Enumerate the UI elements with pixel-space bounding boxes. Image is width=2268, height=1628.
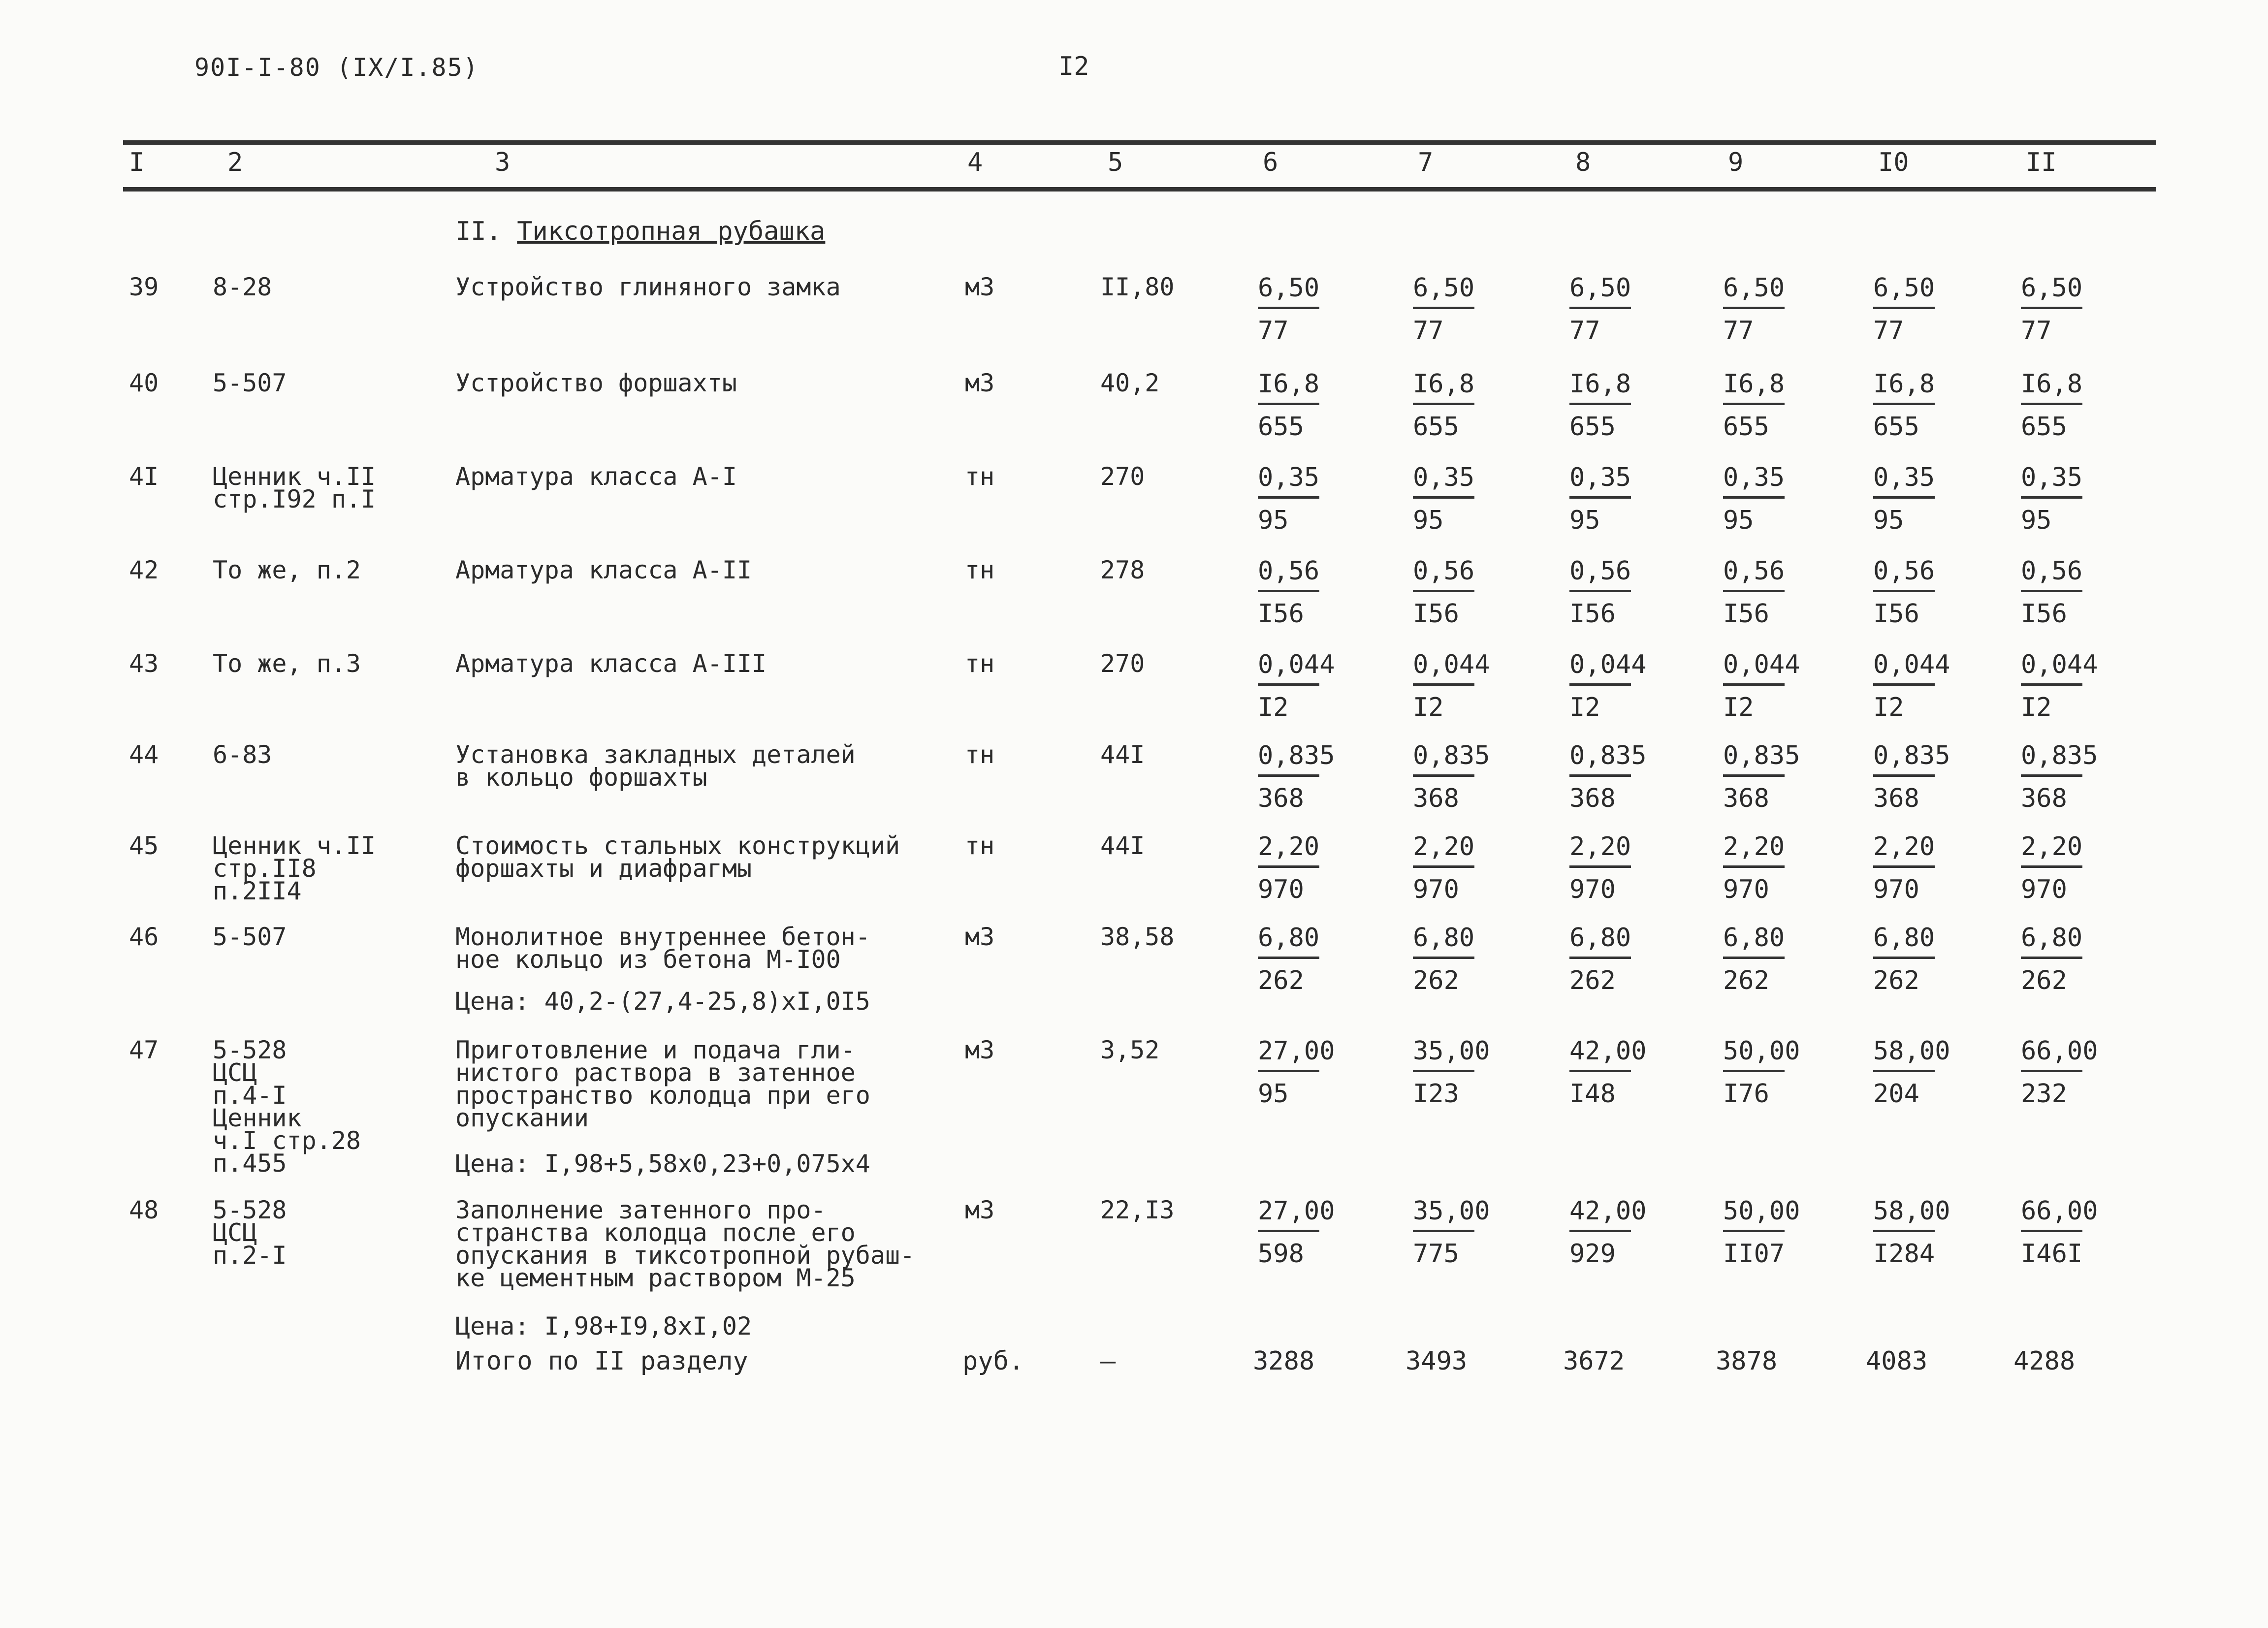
row-value-denominator: 368 [1258,784,1304,813]
row-value-numerator: 66,00 [2021,1036,2082,1072]
row-number: 4I [129,462,159,491]
row-value-fraction [1873,832,1947,904]
row-value-fraction [1413,273,1487,346]
row-value-fraction [1873,1196,1950,1269]
table-top-rule [123,140,2156,145]
row-value-fraction [1413,556,1487,629]
row-value-numerator: 0,56 [1413,556,1474,592]
row-quantity: 38,58 [1100,923,1175,951]
row-value-numerator: 2,20 [1413,832,1474,868]
row-value-denominator: I23 [1413,1079,1459,1109]
row-value-numerator: 0,35 [1873,463,1935,499]
row-number: 45 [129,831,159,860]
row-value-fraction [1723,556,1797,629]
row-value-numerator: I6,8 [1413,369,1474,405]
row-value-denominator: 970 [1413,875,1459,904]
row-value-fraction [1413,923,1487,995]
row-value-numerator: 6,80 [1723,923,1785,959]
row-value-numerator: 27,00 [1258,1036,1319,1072]
row-value-numerator: I6,8 [2021,369,2082,405]
row-value-denominator: 262 [1873,966,1919,995]
column-header-4: 4 [967,148,983,177]
row-value-fraction [1413,741,1490,813]
row-value-numerator: 0,044 [1569,650,1631,686]
row-value-numerator: 0,35 [1569,463,1631,499]
column-header-2: 2 [227,148,243,177]
column-header-11: II [2026,148,2057,177]
totals-value: 3672 [1563,1346,1625,1376]
row-price-formula: Цена: I,98+5,58х0,23+0,075х4 [455,1149,870,1178]
totals-value: 4288 [2013,1346,2076,1376]
row-value-denominator: I76 [1723,1079,1769,1109]
row-number: 43 [129,649,159,678]
row-value-denominator: 368 [1569,784,1616,813]
row-value-fraction [1873,1036,1950,1109]
row-value-denominator: 655 [2021,412,2067,442]
row-value-fraction [2021,1036,2098,1109]
row-value-fraction [2021,923,2095,995]
row-value-numerator: 50,00 [1723,1036,1785,1072]
row-value-numerator: 2,20 [1873,832,1935,868]
row-value-fraction [1569,832,1643,904]
row-unit: тн [965,649,995,678]
totals-qty: – [1100,1346,1116,1376]
row-value-fraction [1413,1036,1490,1109]
row-value-denominator: 77 [1569,316,1600,346]
row-value-fraction [1873,556,1947,629]
row-value-denominator: 232 [2021,1079,2067,1109]
row-value-denominator: 262 [2021,966,2067,995]
row-value-fraction [1569,1196,1647,1269]
row-value-numerator: 0,56 [1723,556,1785,592]
row-value-numerator: 2,20 [2021,832,2082,868]
row-norm-code: 8-28 [213,273,272,301]
row-value-denominator: 655 [1413,412,1459,442]
row-value-denominator: 262 [1723,966,1769,995]
row-value-numerator: I6,8 [1258,369,1319,405]
row-number: 47 [129,1036,159,1064]
row-value-fraction [2021,832,2095,904]
row-value-fraction [1258,1036,1335,1109]
row-value-denominator: I2 [1413,693,1444,722]
row-value-numerator: 6,80 [1569,923,1631,959]
row-value-denominator: 95 [1258,1079,1289,1109]
row-quantity: 270 [1100,649,1145,678]
row-value-numerator: 0,835 [2021,741,2082,777]
row-value-fraction [1723,923,1797,995]
row-value-denominator: 368 [2021,784,2067,813]
row-value-denominator: 262 [1569,966,1616,995]
row-work-name: Арматура класса А-II [455,556,752,584]
row-value-numerator: 58,00 [1873,1196,1935,1232]
row-value-numerator: 6,80 [1258,923,1319,959]
row-value-fraction [1723,463,1797,535]
row-value-denominator: 929 [1569,1239,1616,1269]
row-unit: тн [965,556,995,584]
row-value-numerator: 6,50 [1413,273,1474,309]
row-unit: тн [965,831,995,860]
row-value-denominator: 95 [1723,506,1754,535]
row-work-name: Стоимость стальных конструкций форшахты и диафрагмы [455,831,900,883]
row-value-denominator: 77 [1873,316,1904,346]
row-value-numerator: 6,50 [1723,273,1785,309]
row-value-numerator: 0,835 [1873,741,1935,777]
page-number: I2 [1058,52,1089,81]
row-value-denominator: 204 [1873,1079,1919,1109]
row-value-denominator: 775 [1413,1239,1459,1269]
row-value-denominator: 95 [2021,506,2052,535]
row-work-name: Установка закладных деталей в кольцо форшахты [455,740,856,792]
row-value-numerator: 6,50 [2021,273,2082,309]
row-value-fraction [1413,369,1487,442]
row-value-denominator: I56 [2021,599,2067,629]
row-work-name: Заполнение затенного про- странства колодца после его опускания в тиксотропной рубаш- ке цементным раствором М-25 [455,1196,915,1292]
row-value-numerator: 0,35 [1413,463,1474,499]
row-value-denominator: 970 [1723,875,1769,904]
row-value-fraction [2021,650,2098,722]
row-value-fraction [1258,369,1332,442]
row-value-numerator: 0,35 [2021,463,2082,499]
row-value-numerator: 42,00 [1569,1196,1631,1232]
row-value-denominator: I56 [1723,599,1769,629]
totals-label: Итого по II разделу [455,1346,748,1376]
row-norm-code: Ценник ч.II стр.II8 п.2II4 [213,831,376,905]
row-value-denominator: 655 [1873,412,1919,442]
row-work-name: Устройство форшахты [455,369,737,397]
row-value-denominator: I2 [1258,693,1289,722]
row-unit: м3 [965,1036,995,1064]
row-value-fraction [1873,273,1947,346]
row-norm-code: Ценник ч.II стр.I92 п.I [213,462,376,513]
row-value-denominator: 95 [1413,506,1444,535]
row-norm-code: То же, п.2 [213,556,361,584]
row-quantity: 3,52 [1100,1036,1160,1064]
row-value-fraction [1723,1196,1800,1269]
row-value-fraction [1569,369,1643,442]
row-value-numerator: 42,00 [1569,1036,1631,1072]
row-number: 40 [129,369,159,397]
row-value-fraction [1569,741,1647,813]
row-value-numerator: 35,00 [1413,1036,1474,1072]
row-work-name: Монолитное внутреннее бетон- ное кольцо из бетона М-I00 [455,923,870,974]
row-value-numerator: 0,56 [2021,556,2082,592]
row-value-denominator: 262 [1413,966,1459,995]
row-price-formula: Цена: I,98+I9,8хI,02 [455,1312,752,1341]
row-value-numerator: 66,00 [2021,1196,2082,1232]
row-value-denominator: 368 [1413,784,1459,813]
row-unit: тн [965,462,995,491]
row-value-fraction [1413,463,1487,535]
row-quantity: II,80 [1100,273,1175,301]
row-value-numerator: 2,20 [1258,832,1319,868]
column-header-6: 6 [1263,148,1278,177]
row-value-denominator: 95 [1569,506,1600,535]
row-value-fraction [1413,650,1490,722]
row-value-fraction [1569,923,1643,995]
row-value-fraction [1723,273,1797,346]
row-value-numerator: 6,80 [1873,923,1935,959]
row-value-numerator: 0,044 [1723,650,1785,686]
row-value-fraction [1258,1196,1335,1269]
totals-value: 3878 [1716,1346,1778,1376]
row-value-numerator: 2,20 [1569,832,1631,868]
row-value-denominator: 262 [1258,966,1304,995]
row-value-denominator: 77 [1723,316,1754,346]
row-quantity: 278 [1100,556,1145,584]
row-unit: м3 [965,273,995,301]
row-value-numerator: 0,044 [1413,650,1474,686]
row-value-denominator: 970 [1569,875,1616,904]
row-value-numerator: 0,56 [1569,556,1631,592]
row-value-numerator: 0,56 [1258,556,1319,592]
row-value-denominator: I56 [1258,599,1304,629]
totals-value: 4083 [1866,1346,1928,1376]
row-work-name: Арматура класса А-I [455,462,737,491]
row-quantity: 44I [1100,740,1145,769]
row-unit: м3 [965,369,995,397]
row-number: 46 [129,923,159,951]
row-value-numerator: I6,8 [1723,369,1785,405]
row-norm-code: 5-507 [213,369,287,397]
row-value-fraction [1258,741,1335,813]
row-value-fraction [2021,273,2095,346]
row-value-denominator: I2 [1873,693,1904,722]
row-value-denominator: I2 [1569,693,1600,722]
row-value-fraction [2021,556,2095,629]
row-value-fraction [2021,1196,2098,1269]
row-value-numerator: 0,35 [1723,463,1785,499]
row-value-numerator: I6,8 [1569,369,1631,405]
column-header-8: 8 [1575,148,1591,177]
row-quantity: 270 [1100,462,1145,491]
row-value-numerator: 0,56 [1873,556,1935,592]
row-norm-code: То же, п.3 [213,649,361,678]
row-value-fraction [1569,556,1643,629]
row-value-numerator: 6,50 [1569,273,1631,309]
row-value-fraction [1723,650,1800,722]
column-header-5: 5 [1108,148,1123,177]
row-value-fraction [1873,650,1950,722]
row-value-denominator: II07 [1723,1239,1785,1269]
row-quantity: 22,I3 [1100,1196,1175,1224]
totals-unit: руб. [962,1346,1024,1376]
row-value-denominator: I56 [1569,599,1616,629]
row-value-fraction [1258,923,1332,995]
row-value-numerator: 50,00 [1723,1196,1785,1232]
row-value-numerator: 0,35 [1258,463,1319,499]
row-value-numerator: 6,50 [1258,273,1319,309]
row-number: 39 [129,273,159,301]
doc-code: 90I-I-80 (IX/I.85) [194,53,479,82]
row-value-denominator: 77 [2021,316,2052,346]
row-norm-code: 5-507 [213,923,287,951]
row-value-denominator: I2 [2021,693,2052,722]
row-norm-code: 6-83 [213,740,272,769]
row-value-fraction [1258,832,1332,904]
row-value-denominator: 970 [2021,875,2067,904]
row-unit: тн [965,740,995,769]
row-value-fraction [2021,463,2095,535]
totals-value: 3493 [1406,1346,1468,1376]
row-value-fraction [1413,1196,1490,1269]
row-value-numerator: 0,835 [1258,741,1319,777]
column-header-9: 9 [1728,148,1744,177]
row-value-denominator: I56 [1873,599,1919,629]
row-value-fraction [1723,741,1800,813]
row-number: 42 [129,556,159,584]
row-work-name: Устройство глиняного замка [455,273,841,301]
row-value-numerator: 0,044 [1873,650,1935,686]
row-value-fraction [1569,650,1647,722]
section-title-text: Тиксотропная рубашка [517,217,826,246]
row-value-denominator: 655 [1723,412,1769,442]
row-value-denominator: I2 [1723,693,1754,722]
row-value-numerator: 58,00 [1873,1036,1935,1072]
row-value-denominator: 95 [1873,506,1904,535]
row-unit: м3 [965,1196,995,1224]
row-value-denominator: I48 [1569,1079,1616,1109]
row-value-fraction [1569,273,1643,346]
row-value-fraction [1569,1036,1647,1109]
row-value-fraction [1258,273,1332,346]
section-title [455,217,825,246]
row-value-denominator: 970 [1873,875,1919,904]
row-value-numerator: 6,80 [1413,923,1474,959]
row-value-numerator: 0,835 [1569,741,1631,777]
row-norm-code: 5-528 ЦСЦ п.4-I Ценник ч.I стр.28 п.455 [213,1036,361,1178]
row-value-denominator: I56 [1413,599,1459,629]
row-quantity: 44I [1100,831,1145,860]
row-value-fraction [1873,369,1947,442]
row-value-numerator: 0,044 [1258,650,1319,686]
row-number: 48 [129,1196,159,1224]
row-value-denominator: 77 [1258,316,1289,346]
row-value-denominator: 598 [1258,1239,1304,1269]
row-value-denominator: 655 [1569,412,1616,442]
row-value-denominator: 655 [1258,412,1304,442]
column-header-10: I0 [1878,148,1909,177]
row-value-denominator: I46I [2021,1239,2083,1269]
row-value-numerator: 27,00 [1258,1196,1319,1232]
row-value-denominator: 77 [1413,316,1444,346]
row-value-fraction [1723,832,1797,904]
row-value-fraction [1723,1036,1800,1109]
row-price-formula: Цена: 40,2-(27,4-25,8)хI,0I5 [455,987,870,1016]
row-value-denominator: I284 [1873,1239,1935,1269]
row-value-fraction [1873,741,1950,813]
row-value-denominator: 368 [1723,784,1769,813]
section-prefix: II. [455,217,502,246]
row-value-fraction [2021,741,2098,813]
row-value-numerator: 35,00 [1413,1196,1474,1232]
row-value-fraction [1258,650,1335,722]
row-value-denominator: 970 [1258,875,1304,904]
row-value-numerator: 0,835 [1723,741,1785,777]
row-value-numerator: I6,8 [1873,369,1935,405]
row-value-fraction [1258,463,1332,535]
row-value-fraction [1569,463,1643,535]
row-value-denominator: 95 [1258,506,1289,535]
column-header-3: 3 [495,148,511,177]
row-value-denominator: 368 [1873,784,1919,813]
row-value-numerator: 0,044 [2021,650,2082,686]
row-work-name: Приготовление и подача гли- нистого раствора в затенное пространство колодца при его опускании [455,1036,870,1132]
row-value-numerator: 0,835 [1413,741,1474,777]
row-value-fraction [1873,923,1947,995]
row-value-fraction [2021,369,2095,442]
row-value-fraction [1258,556,1332,629]
row-value-numerator: 2,20 [1723,832,1785,868]
row-number: 44 [129,740,159,769]
row-unit: м3 [965,923,995,951]
row-norm-code: 5-528 ЦСЦ п.2-I [213,1196,287,1270]
row-value-fraction [1873,463,1947,535]
row-value-numerator: 6,80 [2021,923,2082,959]
row-work-name: Арматура класса А-III [455,649,767,678]
table-header-rule [123,187,2156,192]
row-value-fraction [1723,369,1797,442]
row-value-numerator: 6,50 [1873,273,1935,309]
row-quantity: 40,2 [1100,369,1160,397]
row-value-fraction [1413,832,1487,904]
totals-value: 3288 [1253,1346,1315,1376]
column-header-7: 7 [1418,148,1434,177]
column-header-1: I [129,148,145,177]
